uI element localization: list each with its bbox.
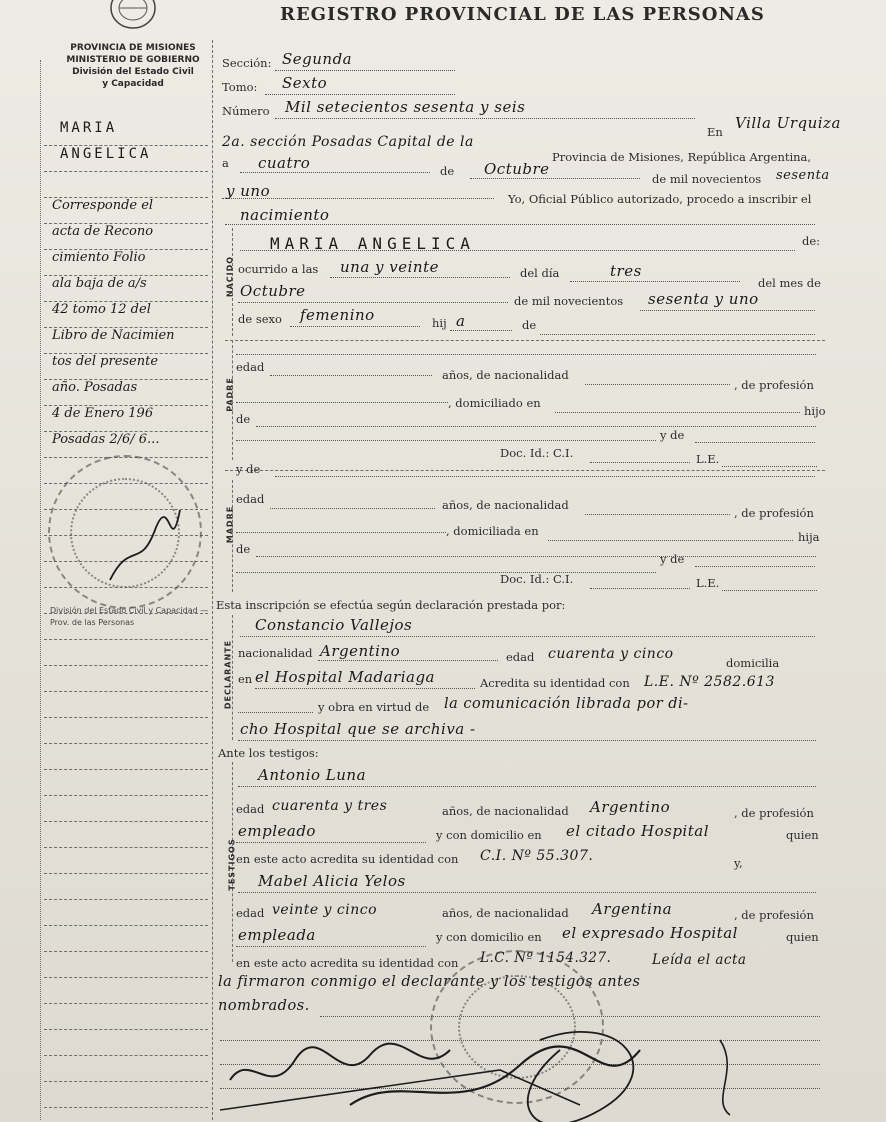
tomo-label: Tomo: [222,80,258,94]
dia-born-value: tres [610,262,642,280]
margin-note-line: Posadas 2/6/ 6... [52,432,160,447]
margin-note-line: año. Posadas [52,380,138,395]
margin-note-line: tos del presente [52,354,159,369]
de-parents-label: de [522,318,537,332]
t2-prof-label: , de profesión [734,908,814,922]
madre-section-label: MADRE [225,505,235,544]
padre-prof-label: , de profesión [734,378,814,392]
t2-edad-label: edad [236,906,265,920]
t1-nac-value: Argentino [590,798,671,816]
numero-label: Número [222,104,270,118]
declarante-intro: Esta inscripción se efectúa según declaración prestada por: [216,598,566,612]
madre-y-de-label: y de [236,462,261,476]
madre-de-label: de [236,542,251,556]
domicilia-label: domicilia [726,656,780,670]
margin-note-line: 4 de Enero 196 [52,406,154,421]
margin-rule [44,925,208,926]
testigos-section-label: TESTIGOS [227,838,237,891]
office-line: MINISTERIO DE GOBIERNO [66,55,200,65]
provincia-text: Provincia de Misiones, República Argentina, [552,150,812,164]
t1-nac-label: años, de nacionalidad [442,804,569,818]
anio-value: sesenta [776,168,830,183]
margin-rule [44,1107,208,1108]
padre-edad-label: edad [236,360,265,374]
padre-le-label: L.E. [696,452,720,466]
en-decl-label: en [238,672,253,686]
margin-name: ANGELICA [60,146,152,162]
t2-edad-value: veinte y cinco [272,902,378,918]
t2-id-value: L.C. Nº 1154.327. [480,950,612,966]
margin-rule [44,743,208,744]
dia-value: cuatro [258,154,311,172]
coat-of-arms-icon [108,0,158,34]
margin-name: MARIA [60,120,118,136]
margin-note-line: ala baja de a/s [52,276,147,291]
mes-born-value: Octubre [240,282,306,300]
t2-prof-value: empleada [238,926,316,944]
testigo2-name: Mabel Alicia Yelos [258,872,406,890]
margin-divider [212,40,213,1120]
en-decl-value: el Hospital Madariaga [255,668,435,686]
margin-rule [44,1055,208,1056]
t1-quien-label: quien [786,828,819,842]
stamp-text: División del Estado Civil y Capacidad — Prov. de las Personas [50,606,209,627]
t1-y-label: y, [734,856,743,870]
margin-note-line: Libro de Nacimien [52,328,175,343]
margin-rule [44,873,208,874]
margin-rule [44,821,208,822]
acto-value: nacimiento [240,206,330,224]
margin-rule [44,1029,208,1030]
en-label: En [707,125,723,139]
sexo-label: de sexo [238,312,282,326]
hij-value: a [456,312,466,330]
t2-dom-value: el expresado Hospital [562,924,738,942]
margin-note-line: cimiento Folio [52,250,146,265]
t1-edad-value: cuarenta y tres [272,798,388,814]
padre-de-label: de [236,412,251,426]
closing-leida: Leída el acta [652,952,747,968]
t1-prof-value: empleado [238,822,316,840]
sexo-value: femenino [300,306,375,324]
office-line: División del Estado Civil [72,67,194,77]
madre-prof-label: , de profesión [734,506,814,520]
acredita-value: L.E. Nº 2582.613 [644,674,775,690]
margin-rule [44,847,208,848]
nacido-section-label: NACIDO [225,255,235,298]
t2-quien-label: quien [786,930,819,944]
margin-rule [44,795,208,796]
ocurrido-label: ocurrido a las [238,262,319,276]
city-section: 2a. sección Posadas Capital de la [222,134,474,150]
page-edge [40,60,41,1120]
de-label: de [440,164,455,178]
office-line: PROVINCIA DE MISIONES [70,43,196,53]
seccion-value: Segunda [282,50,353,68]
madre-y-de2-label: y de [660,552,685,566]
a-label: a [222,156,229,170]
margin-rule [44,639,208,640]
padre-doc-label: Doc. Id.: C.I. [500,446,574,460]
margin-note-line: Corresponde el [52,198,154,213]
t1-dom-label: y con domicilio en [436,828,542,842]
padre-nac-label: años, de nacionalidad [442,368,569,382]
padre-hijo-label: hijo [804,404,826,418]
margin-signature [100,500,190,590]
t1-dom-value: el citado Hospital [566,822,709,840]
del-dia-label: del día [520,266,560,280]
margin-rule [44,899,208,900]
madre-edad-label: edad [236,492,265,506]
madre-hija-label: hija [798,530,820,544]
obra-label: y obra en virtud de [318,700,430,714]
margin-rule [44,171,208,172]
numero-value: Mil setecientos sesenta y seis [285,98,526,116]
margin-rule [44,717,208,718]
madre-nac-label: años, de nacionalidad [442,498,569,512]
testigos-intro: Ante los testigos: [218,746,319,760]
margin-rule [44,951,208,952]
t1-edad-label: edad [236,802,265,816]
mes-value: Octubre [484,160,550,178]
anio-born-value: sesenta y uno [648,290,759,308]
margin-rule [44,1003,208,1004]
margin-rule [44,769,208,770]
seccion-label: Sección: [222,56,272,70]
margin-rule [44,977,208,978]
t1-prof-label: , de profesión [734,806,814,820]
t2-acredita-label: en este acto acredita su identidad con [236,956,459,970]
signatures [200,1010,760,1122]
madre-doc-label: Doc. Id.: C.I. [500,572,574,586]
oficial-text: Yo, Oficial Público autorizado, procedo a inscribir el [508,192,812,206]
de-colon: de: [802,234,821,248]
t2-nac-value: Argentina [592,900,673,918]
child-name: MARIA ANGELICA [270,234,475,253]
margin-note-line: acta de Recono [52,224,154,239]
padre-dom-label: , domiciliado en [448,396,541,410]
hora-value: una y veinte [340,258,439,276]
del-mes-label: del mes de [758,276,821,290]
en-value: Villa Urquiza [735,114,841,132]
mil-label: de mil novecientos [652,172,762,186]
obra-cont: cho Hospital que se archiva - [240,720,476,738]
declarante-section-label: DECLARANTE [223,639,233,710]
edad-decl-value: cuarenta y cinco [548,646,674,662]
acredita-label: Acredita su identidad con [480,676,630,690]
t1-id-value: C.I. Nº 55.307. [480,848,594,864]
nacionalidad-label: nacionalidad [238,646,313,660]
padre-y-de-label: y de [660,428,685,442]
anio-cont: y uno [226,182,271,200]
t2-dom-label: y con domicilio en [436,930,542,944]
madre-le-label: L.E. [696,576,720,590]
tomo-value: Sexto [282,74,328,92]
t2-nac-label: años, de nacionalidad [442,906,569,920]
edad-decl-label: edad [506,650,535,664]
margin-rule [44,691,208,692]
closing-nombrados: nombrados. [218,998,310,1014]
hij-label: hij [432,316,447,330]
issuing-office [58,42,208,90]
margin-note-line: 42 tomo 12 del [52,302,151,317]
margin-rule [44,1081,208,1082]
declarante-name: Constancio Vallejos [255,616,413,634]
obra-value: la comunicación librada por di- [444,696,689,712]
padre-section-label: PADRE [225,377,235,412]
office-line: y Capacidad [102,79,164,89]
margin-rule [44,665,208,666]
testigo1-name: Antonio Luna [258,766,367,784]
madre-dom-label: , domiciliada en [446,524,539,538]
closing-line: la firmaron conmigo el declarante y los testigos antes [218,974,641,990]
mil-born-label: de mil novecientos [514,294,624,308]
document-title: REGISTRO PROVINCIAL DE LAS PERSONAS [280,4,765,25]
nacionalidad-value: Argentino [320,642,401,660]
t1-acredita-label: en este acto acredita su identidad con [236,852,459,866]
